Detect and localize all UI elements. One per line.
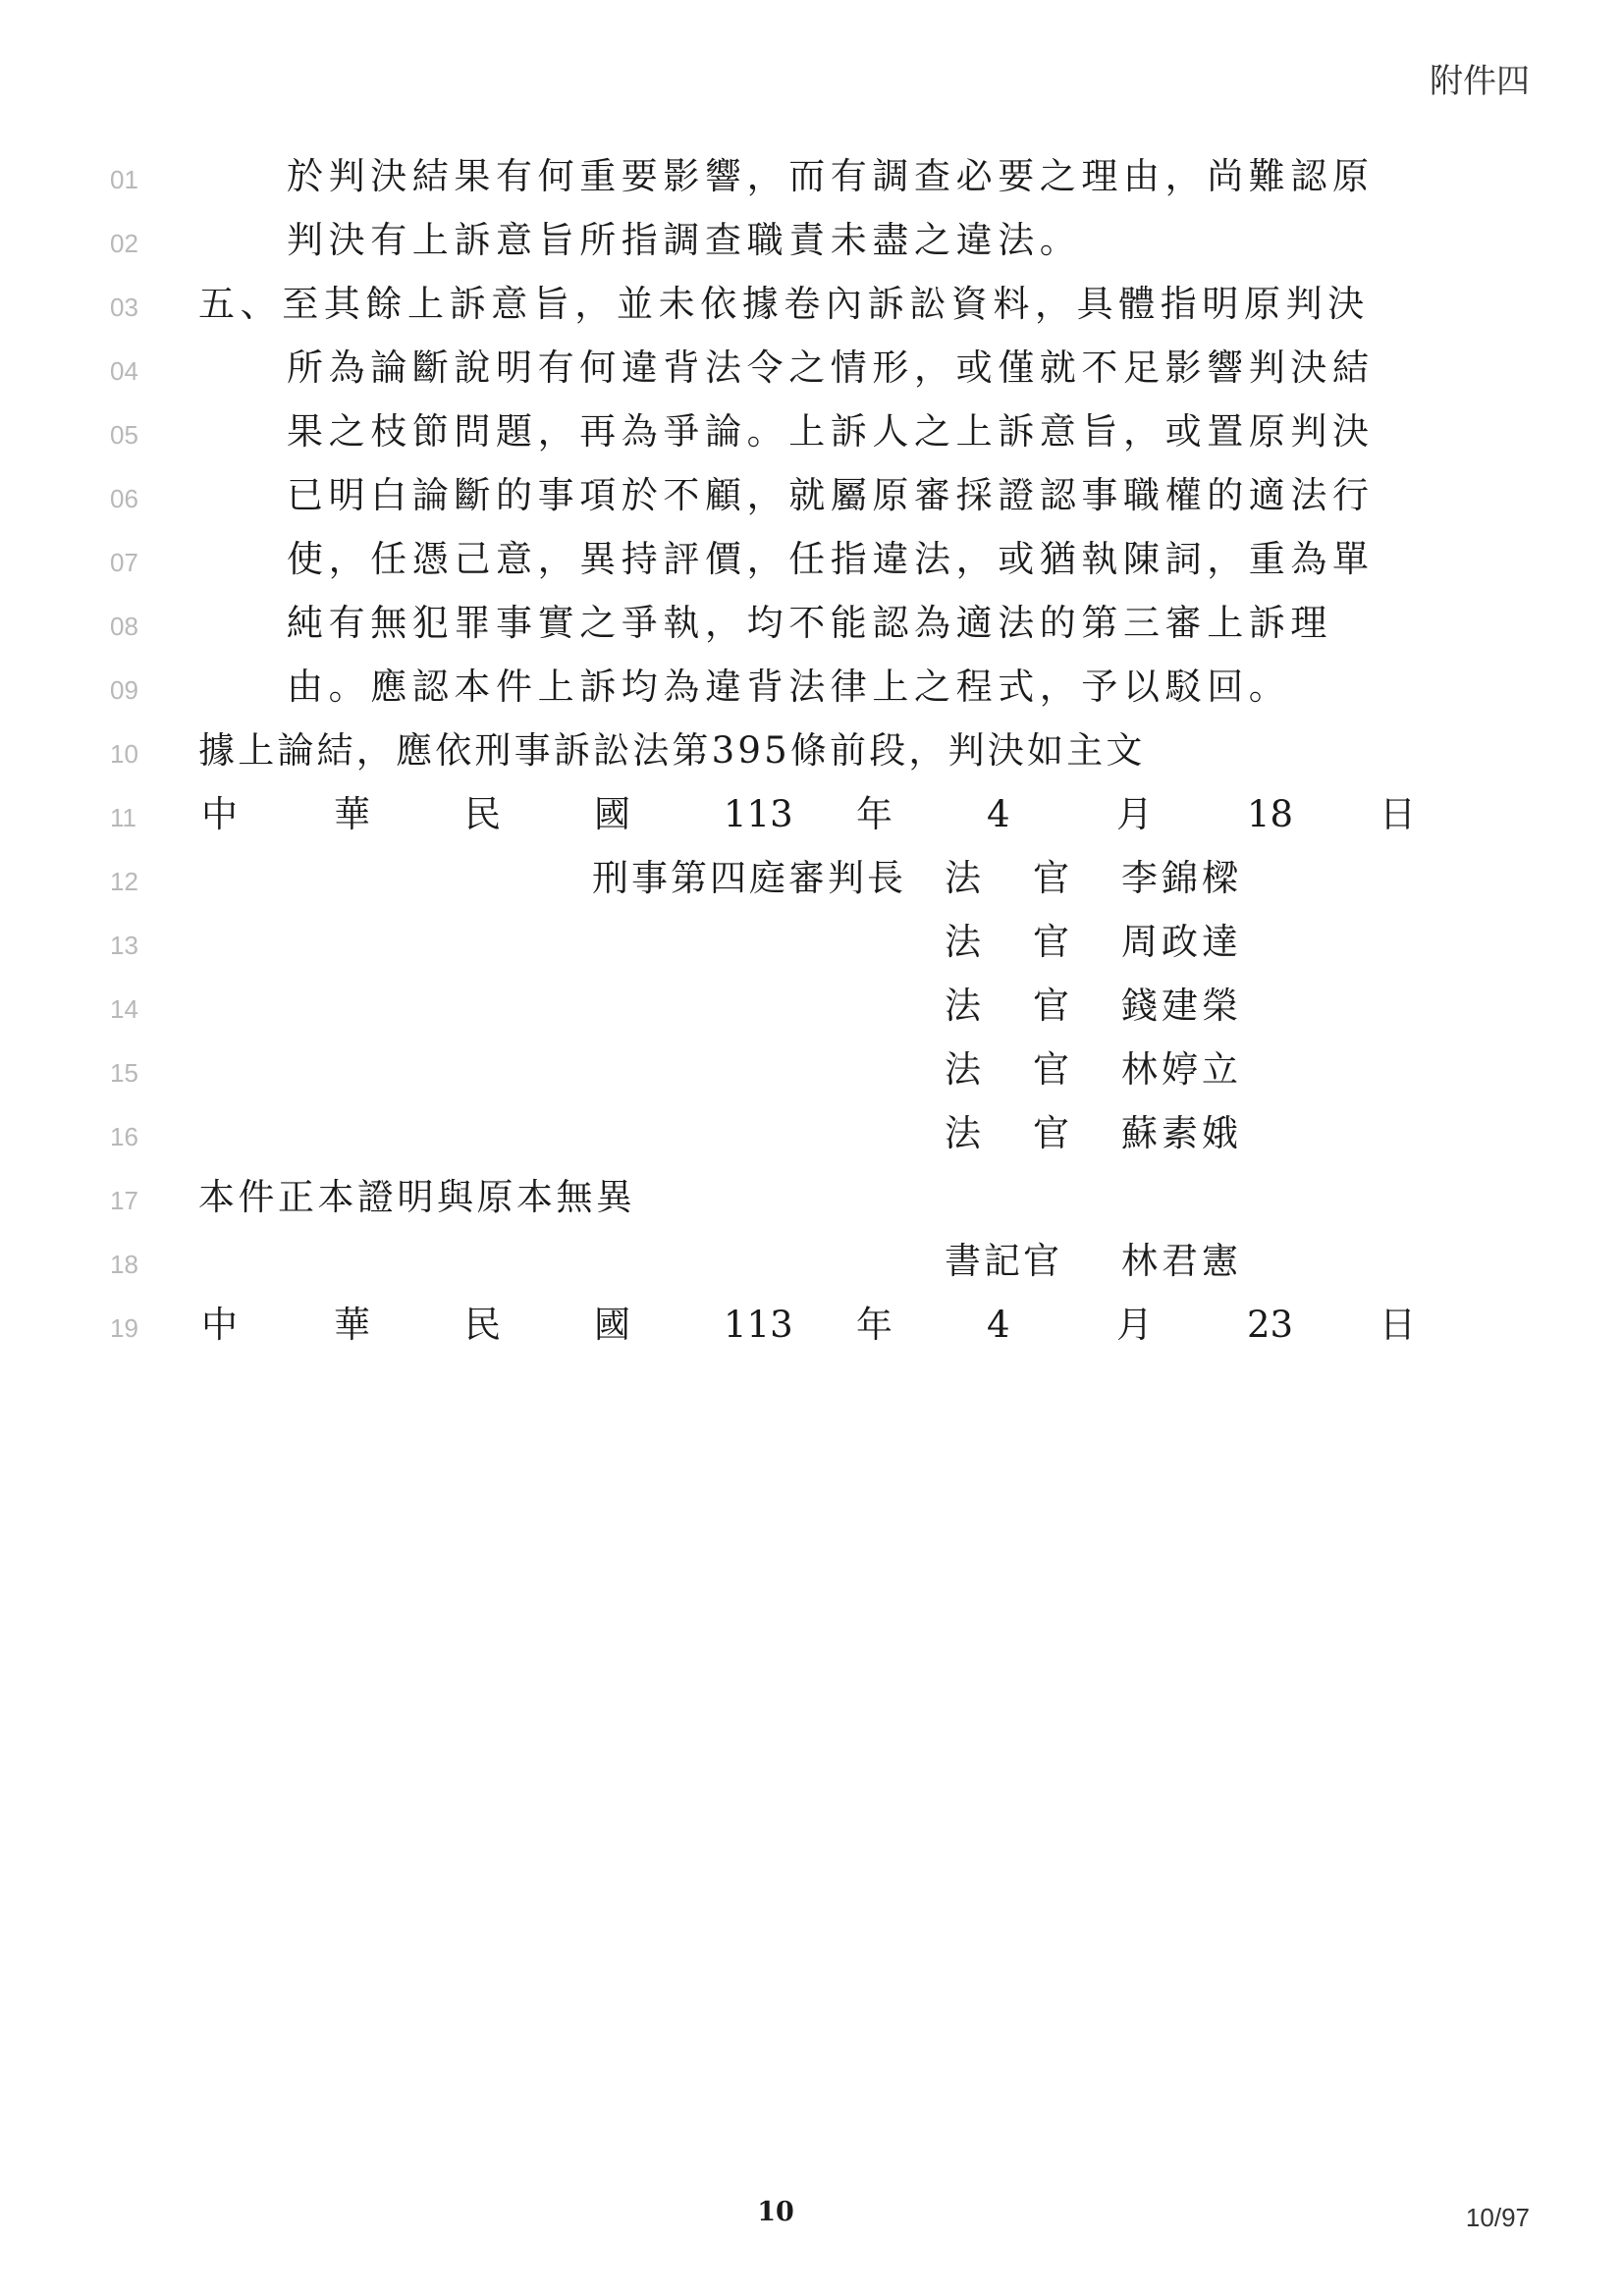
judge-name: 李錦樑: [1121, 857, 1242, 899]
date-part: 月: [1116, 793, 1153, 835]
date-part: 4: [987, 793, 1010, 835]
text-line: [0, 594, 1623, 657]
judge-court-title: 刑事第四庭審判長: [592, 857, 906, 899]
text-line: [0, 275, 1623, 338]
judge-title-char: 法: [945, 1112, 981, 1154]
date-part: 月: [1116, 1304, 1153, 1346]
line-number: 07: [110, 548, 138, 577]
line-number: 03: [110, 293, 138, 322]
line-number: 06: [110, 484, 138, 513]
line-text: 純有無犯罪事實之爭執，均不能認為適法的第三審上訴理: [287, 602, 1332, 644]
date-part: 華: [334, 793, 370, 835]
line-number: 04: [110, 356, 138, 386]
line-number: 09: [110, 675, 138, 705]
line-number: 14: [110, 994, 138, 1024]
certification-text: 本件正本證明與原本無異: [198, 1176, 636, 1218]
judge-name: 林婷立: [1121, 1048, 1242, 1091]
line-text: 已明白論斷的事項於不顧，就屬原審採證認事職權的適法行: [287, 474, 1375, 516]
date-part: 年: [856, 793, 893, 835]
judge-line: [0, 849, 1623, 912]
judge-title-char: 官: [1033, 921, 1069, 963]
attachment-label: 附件四: [1430, 62, 1530, 101]
line-text: 使，任憑己意，異持評價，任指違法，或猶執陳詞，重為單: [287, 538, 1375, 580]
judge-title-char: 法: [945, 921, 981, 963]
judge-title-char: 官: [1033, 985, 1069, 1027]
line-text: 據上論結，應依刑事訴訟法第395條前段，判決如主文: [198, 729, 1146, 772]
date-part: 民: [464, 793, 501, 835]
line-number: 12: [110, 867, 138, 896]
judge-title-char: 法: [945, 985, 981, 1027]
clerk-name: 林君憲: [1121, 1240, 1242, 1282]
text-line: [0, 147, 1623, 210]
judgment-date-line: [0, 785, 1623, 848]
judge-line: [0, 977, 1623, 1040]
line-number: 01: [110, 165, 138, 194]
text-line: [0, 721, 1623, 784]
text-line: [0, 530, 1623, 593]
date-part: 23: [1247, 1304, 1294, 1346]
line-text: 果之枝節問題，再為爭論。上訴人之上訴意旨，或置原判決: [287, 410, 1375, 453]
line-number: 05: [110, 420, 138, 450]
text-line: [0, 466, 1623, 529]
line-number: 18: [110, 1250, 138, 1279]
line-number: 19: [110, 1313, 138, 1343]
judge-title-char: 法: [945, 1048, 981, 1091]
date-part: 113: [724, 793, 793, 835]
date-part: 日: [1380, 793, 1416, 835]
judge-line: [0, 1041, 1623, 1103]
clerk-title: 書記官: [945, 1240, 1062, 1282]
line-number: 17: [110, 1186, 138, 1215]
text-line: [0, 402, 1623, 465]
line-text: 所為論斷說明有何違背法令之情形，或僅就不足影響判決結: [287, 347, 1375, 389]
date-part: 18: [1247, 793, 1294, 835]
judge-name: 錢建榮: [1121, 985, 1242, 1027]
judge-title-char: 官: [1033, 857, 1069, 899]
text-line: [0, 211, 1623, 274]
line-text: 於判決結果有何重要影響，而有調查必要之理由，尚難認原: [287, 155, 1375, 197]
certification-date-line: [0, 1296, 1623, 1359]
date-part: 年: [856, 1304, 893, 1346]
judge-title-char: 官: [1033, 1048, 1069, 1091]
date-part: 國: [594, 1304, 630, 1346]
judge-name: 周政達: [1121, 921, 1242, 963]
date-part: 民: [464, 1304, 501, 1346]
judge-name: 蘇素娥: [1121, 1112, 1242, 1154]
judge-line: [0, 1104, 1623, 1167]
date-part: 中: [201, 793, 238, 835]
page-count: 10/97: [1465, 2203, 1530, 2232]
judge-title-char: 法: [945, 857, 981, 899]
text-line: [0, 339, 1623, 401]
line-number: 10: [110, 739, 138, 769]
line-number: 16: [110, 1122, 138, 1151]
date-part: 113: [724, 1304, 793, 1346]
certification-line: [0, 1168, 1623, 1231]
date-part: 4: [987, 1304, 1010, 1346]
line-number: 11: [110, 803, 136, 832]
clerk-line: [0, 1232, 1623, 1295]
line-text: 由。應認本件上訴均為違背法律上之程式，予以駁回。: [287, 666, 1291, 708]
date-part: 華: [334, 1304, 370, 1346]
date-part: 日: [1380, 1304, 1416, 1346]
line-number: 15: [110, 1058, 138, 1088]
judge-title-char: 官: [1033, 1112, 1069, 1154]
date-part: 中: [201, 1304, 238, 1346]
line-text: 五、至其餘上訴意旨，並未依據卷內訴訟資料，具體指明原判決: [198, 283, 1370, 325]
line-text: 判決有上訴意旨所指調查職責未盡之違法。: [287, 219, 1082, 261]
line-number: 13: [110, 931, 138, 960]
line-number: 08: [110, 612, 138, 641]
date-part: 國: [594, 793, 630, 835]
judge-line: [0, 913, 1623, 976]
page-number: 10: [757, 2197, 794, 2227]
line-number: 02: [110, 229, 138, 258]
text-line: [0, 658, 1623, 721]
